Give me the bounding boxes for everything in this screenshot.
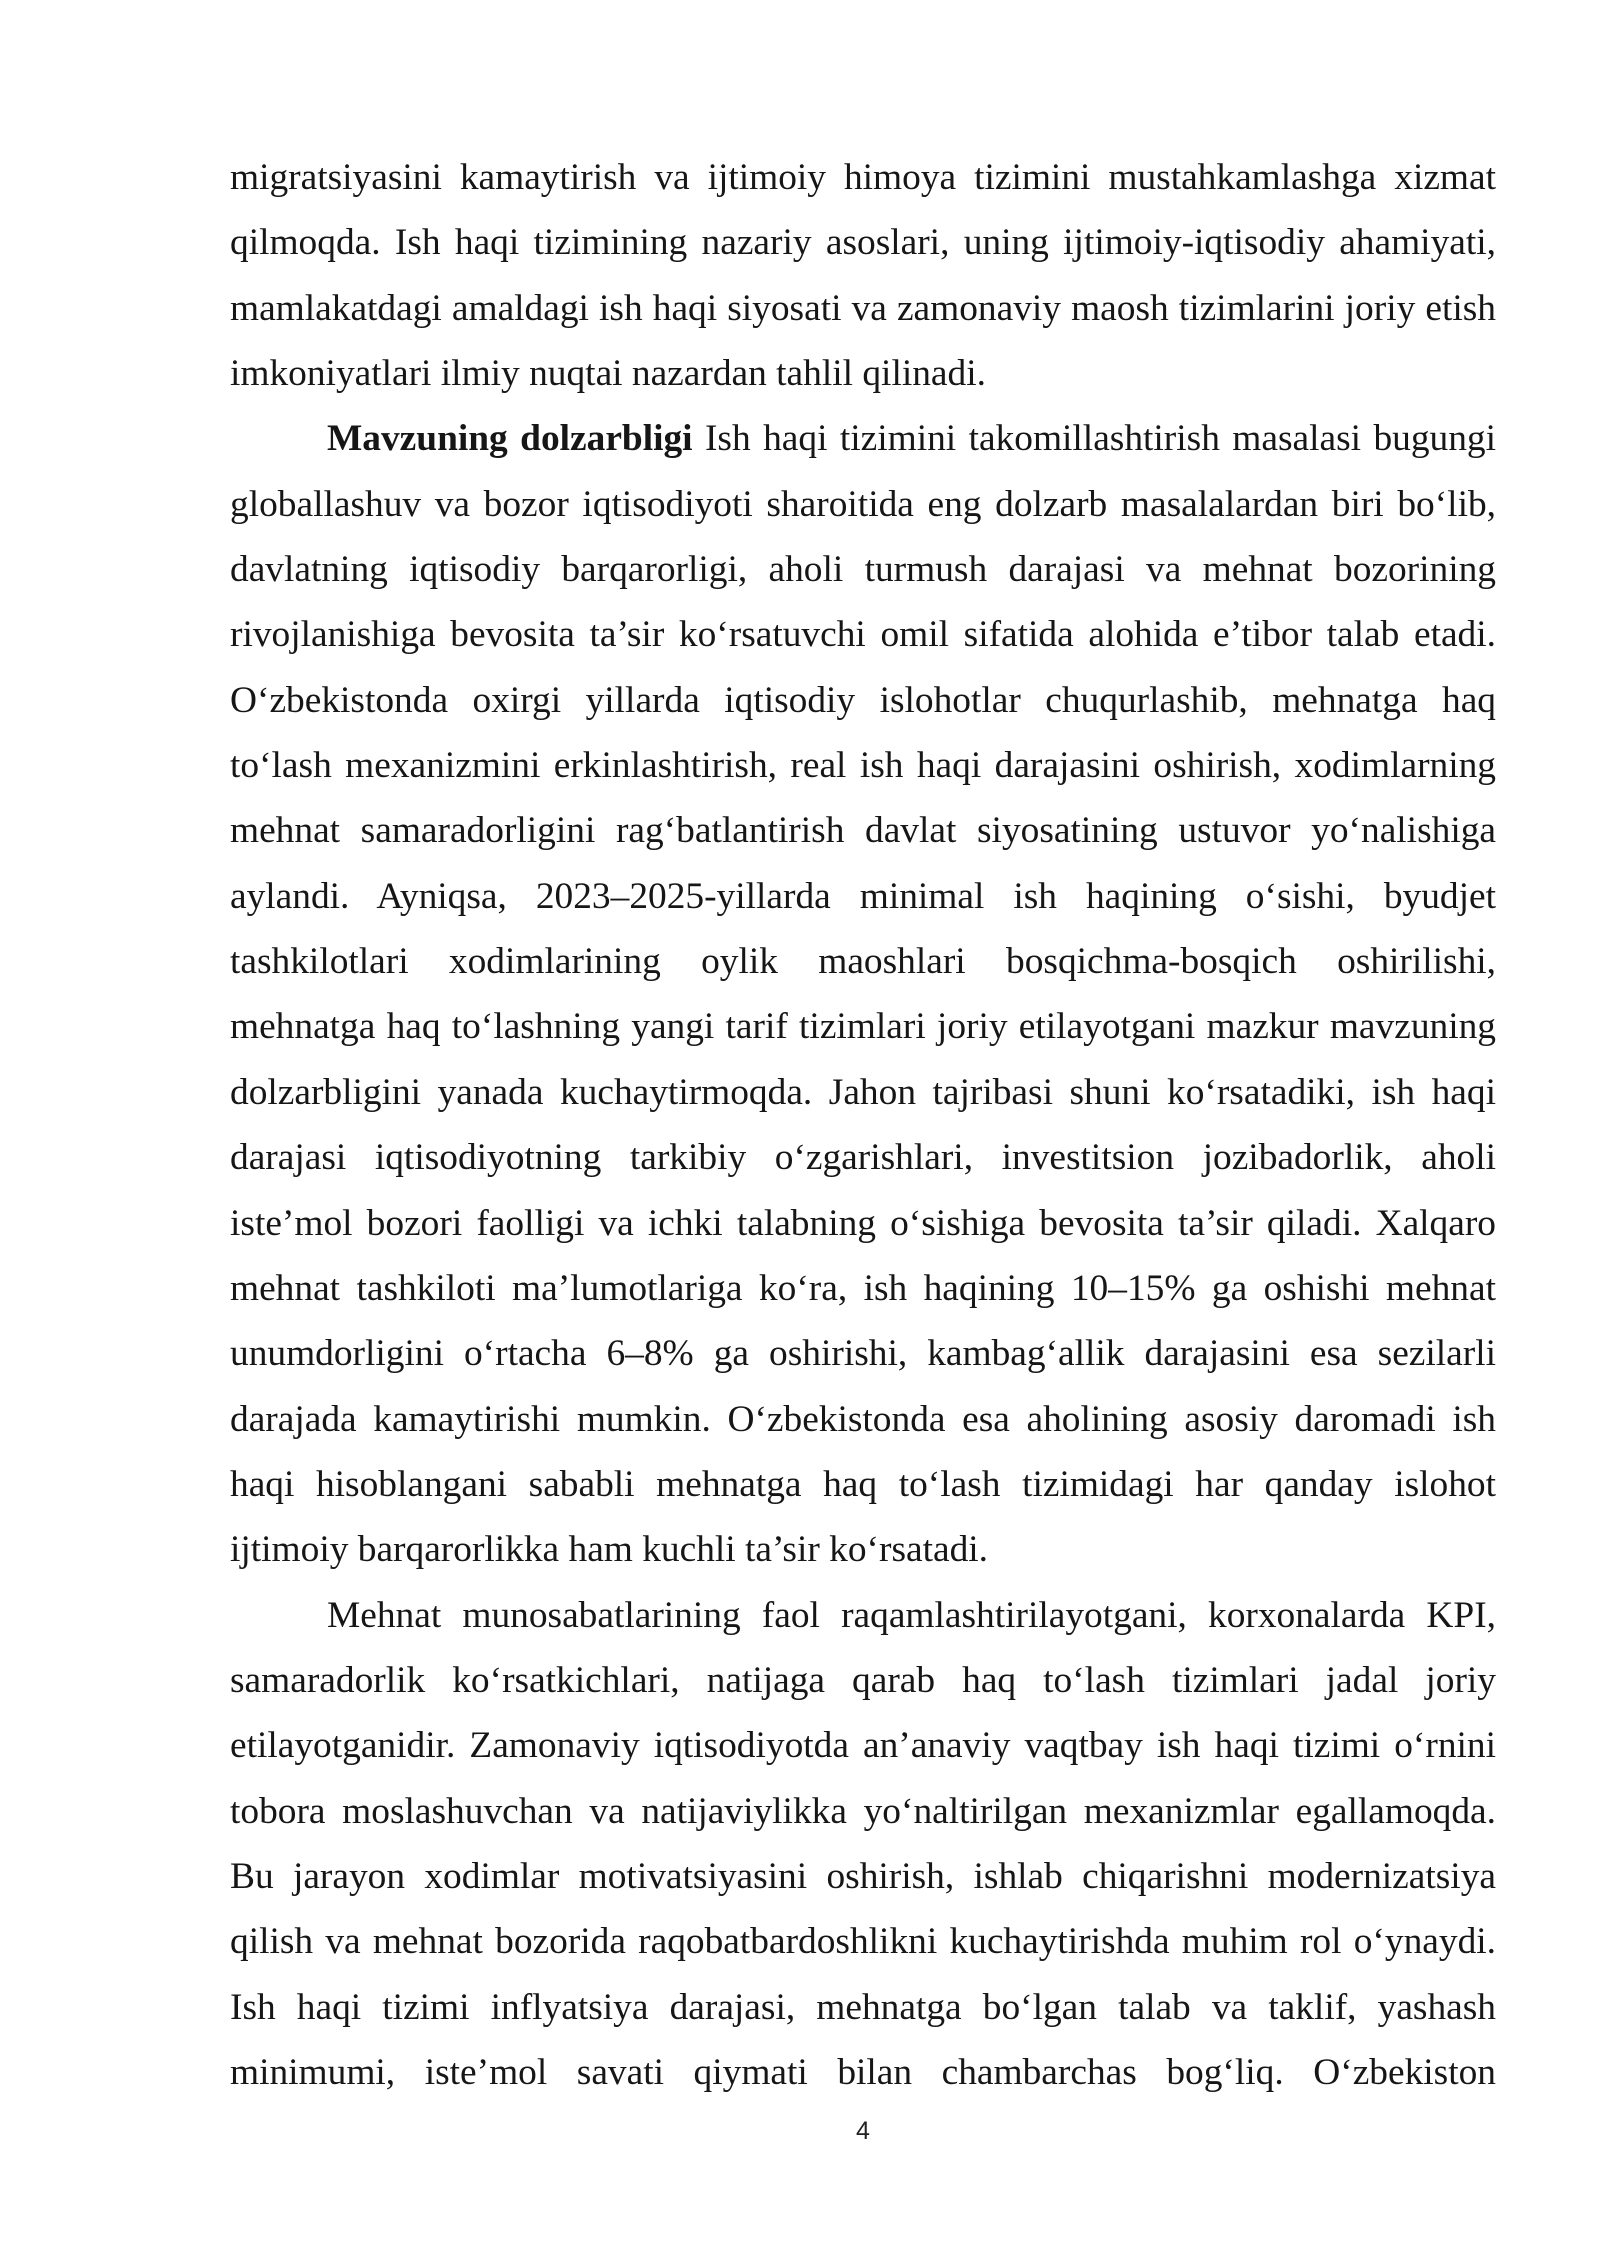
text-line: qilmoqda. Ish haqi tizimining nazariy asoslari, uning ijtimoiy-iqtisodiy ahamiyati,: [230, 222, 1496, 264]
text-line: mamlakatdagi amaldagi ish haqi siyosati va zamonaviy maosh tizimlarini joriy etish: [230, 287, 1496, 329]
text-line: dolzarbligini yanada kuchaytirmoqda. Jahon tajribasi shuni ko‘rsatadiki, ish haqi: [230, 1071, 1496, 1113]
text-line: tashkilotlari xodimlarining oylik maoshlari bosqichma-bosqich oshirilishi,: [230, 941, 1496, 983]
text-line: aylandi. Ayniqsa, 2023–2025-yillarda minimal ish haqining o‘sishi, byudjet: [230, 875, 1496, 917]
section-lead-term: Mavzuning dolzarbligi: [327, 418, 693, 460]
text-line: samaradorlik ko‘rsatkichlari, natijaga qarab haq to‘lash tizimlari jadal joriy: [230, 1659, 1496, 1701]
text-line: iste’mol bozori faolligi va ichki talabning o‘sishiga bevosita ta’sir qiladi. Xalqaro: [230, 1202, 1496, 1244]
text-line: globallashuv va bozor iqtisodiyoti sharoitida eng dolzarb masalalardan biri bo‘lib,: [230, 483, 1496, 525]
text-line: Mehnat munosabatlarining faol raqamlashtirilayotgani, korxonalarda KPI,: [327, 1594, 1496, 1636]
page-number: 4: [856, 2117, 870, 2145]
text-line: haqi hisoblangani sababli mehnatga haq to‘lash tizimidagi har qanday islohot: [230, 1463, 1496, 1505]
text-line: tobora moslashuvchan va natijaviylikka yo‘naltirilgan mexanizmlar egallamoqda.: [230, 1790, 1496, 1832]
text-line: etilayotganidir. Zamonaviy iqtisodiyotda an’anaviy vaqtbay ish haqi tizimi o‘rnini: [230, 1725, 1496, 1767]
text-line: qilish va mehnat bozorida raqobatbardoshlikni kuchaytirishda muhim rol o‘ynaydi.: [230, 1921, 1496, 1963]
text-line: imkoniyatlari ilmiy nuqtai nazardan tahlil qilinadi.: [230, 353, 986, 395]
text-line: Ish haqi tizimi inflyatsiya darajasi, mehnatga bo‘lgan talab va taklif, yashash: [230, 1986, 1496, 2028]
text-line: migratsiyasini kamaytirish va ijtimoiy himoya tizimini mustahkamlashga xizmat: [230, 157, 1496, 198]
text-line: unumdorligini o‘rtacha 6–8% ga oshirishi, kambag‘allik darajasini esa sezilarli: [230, 1333, 1496, 1375]
text-line: darajasi iqtisodiyotning tarkibiy o‘zgarishlari, investitsion jozibadorlik, aholi: [230, 1137, 1496, 1179]
text-line: davlatning iqtisodiy barqarorligi, aholi turmush darajasi va mehnat bozorining: [230, 549, 1496, 591]
text-line: darajada kamaytirishi mumkin. O‘zbekistonda esa aholining asosiy daromadi ish: [230, 1398, 1496, 1440]
text-line: O‘zbekistonda oxirgi yillarda iqtisodiy islohotlar chuqurlashib, mehnatga haq: [230, 679, 1496, 721]
text-line: mehnat samaradorligini rag‘batlantirish davlat siyosatining ustuvor yo‘nalishiga: [230, 810, 1496, 852]
text-line: ijtimoiy barqarorlikka ham kuchli ta’sir ko‘rsatadi.: [230, 1529, 988, 1571]
text-line: Bu jarayon xodimlar motivatsiyasini oshirish, ishlab chiqarishni modernizatsiya: [230, 1855, 1496, 1897]
text-line: minimumi, iste’mol savati qiymati bilan chambarchas bog‘liq. O‘zbekiston: [230, 2051, 1496, 2093]
text-line-rest: Ish haqi tizimini takomillashtirish masalasi bugungi: [704, 418, 1497, 460]
paragraph: [230, 1583, 1496, 2106]
text-line: mehnat tashkiloti ma’lumotlariga ko‘ra, ish haqining 10–15% ga oshishi mehnat: [230, 1267, 1496, 1309]
text-line: mehnatga haq to‘lashning yangi tarif tizimlari joriy etilayotgani mazkur mavzuning: [230, 1006, 1496, 1048]
text-line: to‘lash mexanizmini erkinlashtirish, real ish haqi darajasini oshirish, xodimlarning: [230, 745, 1496, 787]
paragraph: [230, 406, 1496, 1582]
body-text: [230, 145, 1496, 2105]
text-line: [230, 406, 1496, 471]
text-line: rivojlanishiga bevosita ta’sir ko‘rsatuvchi omil sifatida alohida e’tibor talab etadi.: [230, 614, 1496, 656]
paragraph: [230, 145, 1496, 406]
